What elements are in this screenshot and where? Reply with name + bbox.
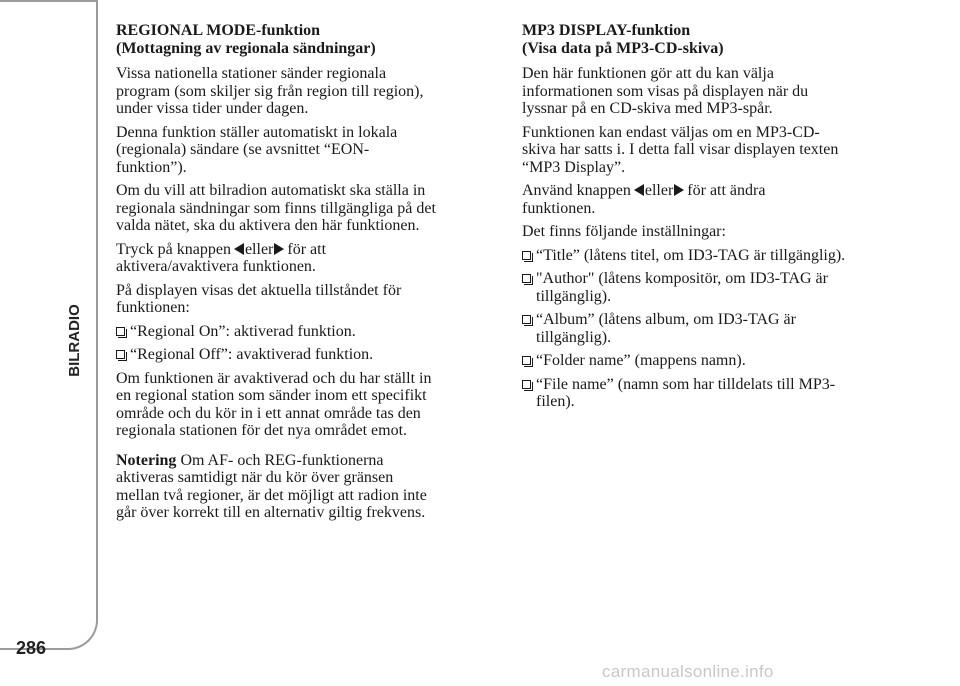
text-line: funktion”). xyxy=(116,158,187,176)
checkbox-bullet-icon xyxy=(522,356,531,365)
right-arrow-icon xyxy=(274,243,284,255)
text-line: skiva har satts i. I detta fall visar displayen texten xyxy=(522,141,839,158)
heading-line: (Visa data på MP3-CD-skiva) xyxy=(522,39,724,57)
text-line: tillgänglig). xyxy=(536,287,612,305)
text-line: program (som skiljer sig från region till region), xyxy=(116,82,424,100)
paragraph xyxy=(522,65,922,118)
text-fragment: för att ändra xyxy=(687,182,766,199)
checkbox-bullet-icon xyxy=(522,251,531,260)
checkbox-bullet-icon xyxy=(522,274,531,283)
text-line: går över korrekt till en alternativ giltig frekvens. xyxy=(116,504,426,521)
checkbox-bullet-icon xyxy=(522,315,531,324)
text-line: regionala sändningar som finns tillgängliga på det xyxy=(116,199,436,217)
text-line: valda nätet, ska du aktivera den här funktionen. xyxy=(116,217,420,234)
text-line: Denna funktion ställer automatiskt in lokala xyxy=(116,123,398,141)
text-line: aktiveras samtidigt när du kör över gränsen xyxy=(116,469,394,486)
text-line: “Title” (låtens titel, om ID3-TAG är tillgänglig). xyxy=(536,246,846,264)
list-item xyxy=(116,323,498,341)
text-line: funktionen. xyxy=(522,199,596,217)
text-line: tillgänglig). xyxy=(536,328,612,346)
text-line: mellan två regioner, är det möjligt att radion inte xyxy=(116,486,427,504)
text-line: område och du kör in i ett annat område tas den xyxy=(116,404,421,422)
text-line: informationen som visas på displayen när du xyxy=(522,82,809,100)
list-item xyxy=(522,311,922,346)
list-item-text: “Regional On”: aktiverad funktion. xyxy=(130,322,356,340)
heading-line: (Mottagning av regionala sändningar) xyxy=(116,39,376,57)
list-item-text: “Regional Off”: avaktiverad funktion. xyxy=(130,346,374,363)
list-item xyxy=(522,270,922,305)
paragraph xyxy=(522,223,922,241)
section-label-text: BILRADIO xyxy=(65,303,83,377)
text-line xyxy=(116,241,498,259)
text-fragment: för att xyxy=(287,240,327,258)
paragraph xyxy=(116,370,498,440)
section-heading-mp3 xyxy=(522,22,922,57)
text-line: (regionala) sändare (se avsnittet “EON- xyxy=(116,141,370,158)
right-column xyxy=(522,22,922,417)
text-line: “File name” (namn som har tilldelats till MP3- xyxy=(536,375,836,393)
text-line: “MP3 Display”. xyxy=(522,158,626,176)
text-fragment: eller xyxy=(644,182,674,199)
note-label: Notering xyxy=(116,451,177,469)
list-item-text xyxy=(536,270,828,305)
text-line: under vissa tider under dagen. xyxy=(116,100,309,117)
text-line xyxy=(522,182,922,200)
section-heading-regional xyxy=(116,22,498,57)
text-line: filen). xyxy=(536,393,575,410)
text-line: “Album” (låtens album, om ID3-TAG är xyxy=(536,311,796,328)
checkbox-bullet-icon xyxy=(522,380,531,389)
list-item-text xyxy=(536,311,796,346)
paragraph xyxy=(116,282,498,317)
paragraph xyxy=(116,65,498,118)
text-line: Det finns följande inställningar: xyxy=(522,223,726,240)
text-line: På displayen visas det aktuella tillståndet för xyxy=(116,281,402,299)
paragraph-button-instruction xyxy=(522,182,922,217)
text-line: regionala stationen för det nya området emot. xyxy=(116,422,408,439)
paragraph xyxy=(116,124,498,177)
checkbox-bullet-icon xyxy=(116,350,125,359)
text-line: Om du vill att bilradion automatiskt ska ställa in xyxy=(116,182,426,199)
list-item-text xyxy=(536,247,845,265)
list-item-text xyxy=(536,352,746,370)
text-line xyxy=(116,452,498,470)
list-item-text xyxy=(536,376,835,411)
right-arrow-icon xyxy=(674,184,684,196)
text-line: "Author" (låtens kompositör, om ID3-TAG är xyxy=(536,270,828,287)
text-line: aktivera/avaktivera funktionen. xyxy=(116,258,316,275)
text-line: funktionen: xyxy=(116,299,190,316)
heading-line: MP3 DISPLAY-funktion xyxy=(522,22,691,39)
paragraph xyxy=(116,182,498,235)
text-line: “Folder name” (mappens namn). xyxy=(536,352,746,369)
list-item xyxy=(522,376,922,411)
paragraph xyxy=(522,124,922,177)
text-fragment: Använd knappen xyxy=(522,182,631,199)
text-fragment: Om AF- och REG-funktionerna xyxy=(180,451,384,469)
paragraph-button-instruction xyxy=(116,241,498,276)
list-item xyxy=(522,352,922,370)
watermark: carmanualsonline.info xyxy=(602,662,774,681)
left-arrow-icon xyxy=(634,184,644,196)
page-number: 286 xyxy=(16,638,47,658)
list-item xyxy=(522,247,922,265)
text-fragment: Tryck på knappen xyxy=(116,240,231,258)
text-line: en regional station som sänder inom ett specifikt xyxy=(116,387,427,404)
text-line: Funktionen kan endast väljas om en MP3-CD- xyxy=(522,123,820,141)
text-fragment: eller xyxy=(244,240,274,258)
checkbox-bullet-icon xyxy=(116,327,125,336)
heading-line: REGIONAL MODE-funktion xyxy=(116,22,321,39)
text-line: Vissa nationella stationer sänder regionala xyxy=(116,65,387,82)
left-arrow-icon xyxy=(234,243,244,255)
text-line: Den här funktionen gör att du kan välja xyxy=(522,65,774,82)
left-column xyxy=(116,22,498,528)
list-item xyxy=(116,346,498,364)
note-block xyxy=(116,452,498,522)
section-tab-label xyxy=(59,303,89,377)
text-line: lyssnar på en CD-skiva med MP3-spår. xyxy=(522,100,773,117)
text-line: Om funktionen är avaktiverad och du har ställt in xyxy=(116,369,432,387)
